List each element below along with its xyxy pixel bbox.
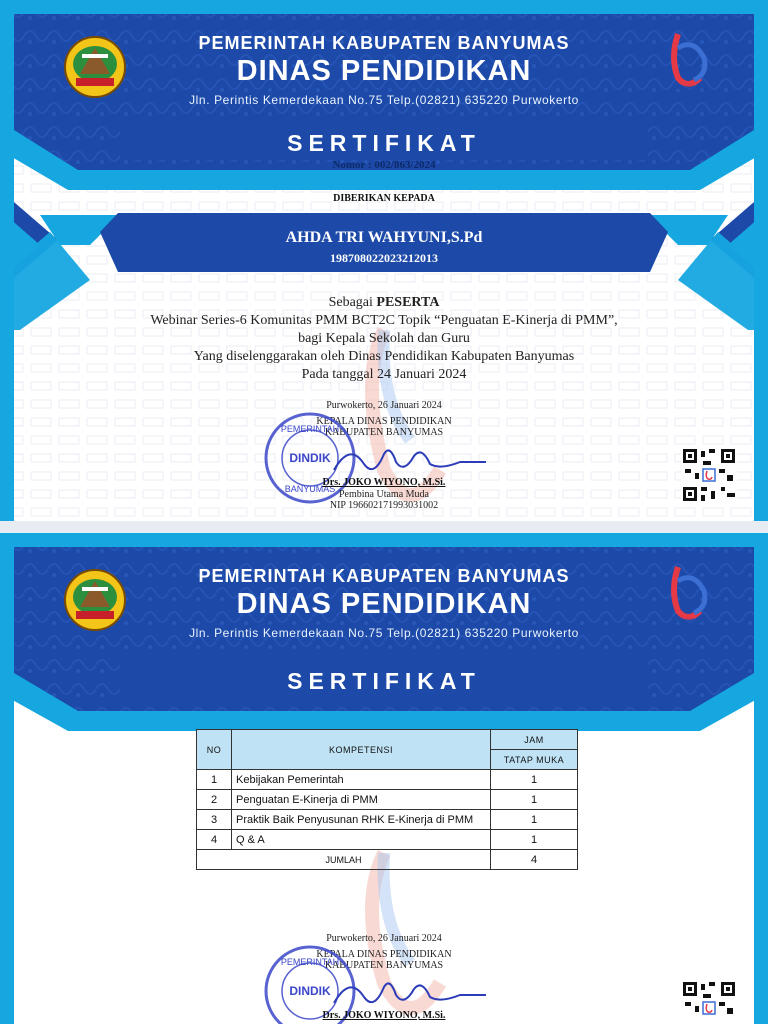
row-competency: Penguatan E-Kinerja di PMM xyxy=(232,790,491,810)
agency-name: DINAS PENDIDIKAN xyxy=(236,588,532,620)
table-row xyxy=(197,810,578,830)
row-no: 4 xyxy=(197,830,232,850)
col-competency-header: KOMPETENSI xyxy=(232,730,491,770)
signatory-rank: Pembina Utama Muda xyxy=(339,489,429,500)
table-total-row xyxy=(197,850,578,870)
svg-text:BANYUMAS: BANYUMAS xyxy=(672,86,706,92)
total-value: 4 xyxy=(491,850,578,870)
table-row xyxy=(197,830,578,850)
recipient-id: 198708022023212013 xyxy=(330,251,438,265)
event-description: Webinar Series-6 Komunitas PMM BCT2C Topik “Penguatan E-Kinerja di PMM”, xyxy=(150,313,618,328)
row-hours: 1 xyxy=(491,810,578,830)
row-competency: Praktik Baik Penyusunan RHK E-Kinerja di PMM xyxy=(232,810,491,830)
svg-text:BANYUMAS: BANYUMAS xyxy=(672,619,706,625)
government-name: PEMERINTAH KABUPATEN BANYUMAS xyxy=(198,566,570,586)
row-hours: 1 xyxy=(491,790,578,810)
verification-qr-code[interactable] xyxy=(681,447,737,503)
row-competency: Kebijakan Pemerintah xyxy=(232,770,491,790)
stamp-top-text: PEMERINTAH xyxy=(280,957,340,967)
role-prefix: Sebagai xyxy=(328,295,377,310)
row-hours: 1 xyxy=(491,830,578,850)
signature-place-date: Purwokerto, 26 Januari 2024 xyxy=(326,933,442,944)
recipient-name: AHDA TRI WAHYUNI,S.Pd xyxy=(285,229,483,246)
government-name: PEMERINTAH KABUPATEN BANYUMAS xyxy=(198,33,570,53)
agency-name: DINAS PENDIDIKAN xyxy=(236,55,532,87)
signatory-name: Drs. JOKO WIYONO, M.Si. xyxy=(322,1010,446,1021)
stamp-mid-text: DINDIK xyxy=(289,451,331,465)
signatory-name: Drs. JOKO WIYONO, M.Si. xyxy=(322,477,446,488)
agency-address: Jln. Perintis Kemerdekaan No.75 Telp.(02821) 635220 Purwokerto xyxy=(189,93,579,107)
table-row xyxy=(197,770,578,790)
total-label: JUMLAH xyxy=(197,850,491,870)
row-hours: 1 xyxy=(491,770,578,790)
signature-position-1: KEPALA DINAS PENDIDIKAN xyxy=(316,949,452,960)
row-competency: Q & A xyxy=(232,830,491,850)
certificate-page-back xyxy=(0,533,768,1024)
row-no: 1 xyxy=(197,770,232,790)
signature-position-2: KABUPATEN BANYUMAS xyxy=(324,427,444,438)
event-organizer: Yang diselenggarakan oleh Dinas Pendidikan Kabupaten Banyumas xyxy=(193,349,575,364)
row-no: 3 xyxy=(197,810,232,830)
certificate-number: Nomor : 002/863/2024 xyxy=(332,159,436,171)
svg-text:CERDIKAN: CERDIKAN xyxy=(676,625,702,631)
signature-position-1: KEPALA DINAS PENDIDIKAN xyxy=(316,416,452,427)
table-row xyxy=(197,790,578,810)
agency-address: Jln. Perintis Kemerdekaan No.75 Telp.(02821) 635220 Purwokerto xyxy=(189,626,579,640)
page-separator xyxy=(0,521,768,533)
verification-qr-code[interactable] xyxy=(681,980,737,1024)
svg-text:CERDIKAN: CERDIKAN xyxy=(676,92,702,98)
competency-table xyxy=(196,729,578,870)
stamp-bottom-text: BANYUMAS xyxy=(284,484,336,494)
certificate-title-back: SERTIFIKAT xyxy=(287,668,481,694)
given-to-label: DIBERIKAN KEPADA xyxy=(333,193,435,204)
certificate-title: SERTIFIKAT xyxy=(287,130,481,156)
col-face-to-face-header: TATAP MUKA xyxy=(491,750,578,770)
handwritten-signature xyxy=(330,973,490,1013)
stamp-top-text: PEMERINTAH xyxy=(280,424,340,434)
event-date: Pada tanggal 24 Januari 2024 xyxy=(301,367,467,382)
role-value: PESERTA xyxy=(376,295,440,310)
participation-role xyxy=(0,295,768,311)
stamp-mid-text: DINDIK xyxy=(289,984,331,998)
row-no: 2 xyxy=(197,790,232,810)
event-audience: bagi Kepala Sekolah dan Guru xyxy=(298,331,470,346)
handwritten-signature xyxy=(330,440,490,480)
col-hours-header: JAM xyxy=(491,730,578,750)
table-header-row xyxy=(197,730,578,750)
signature-place-date: Purwokerto, 26 Januari 2024 xyxy=(326,400,442,411)
col-no-header: NO xyxy=(197,730,232,770)
signature-position-2: KABUPATEN BANYUMAS xyxy=(324,960,444,971)
signatory-nip: NIP 196602171993031002 xyxy=(329,500,439,511)
